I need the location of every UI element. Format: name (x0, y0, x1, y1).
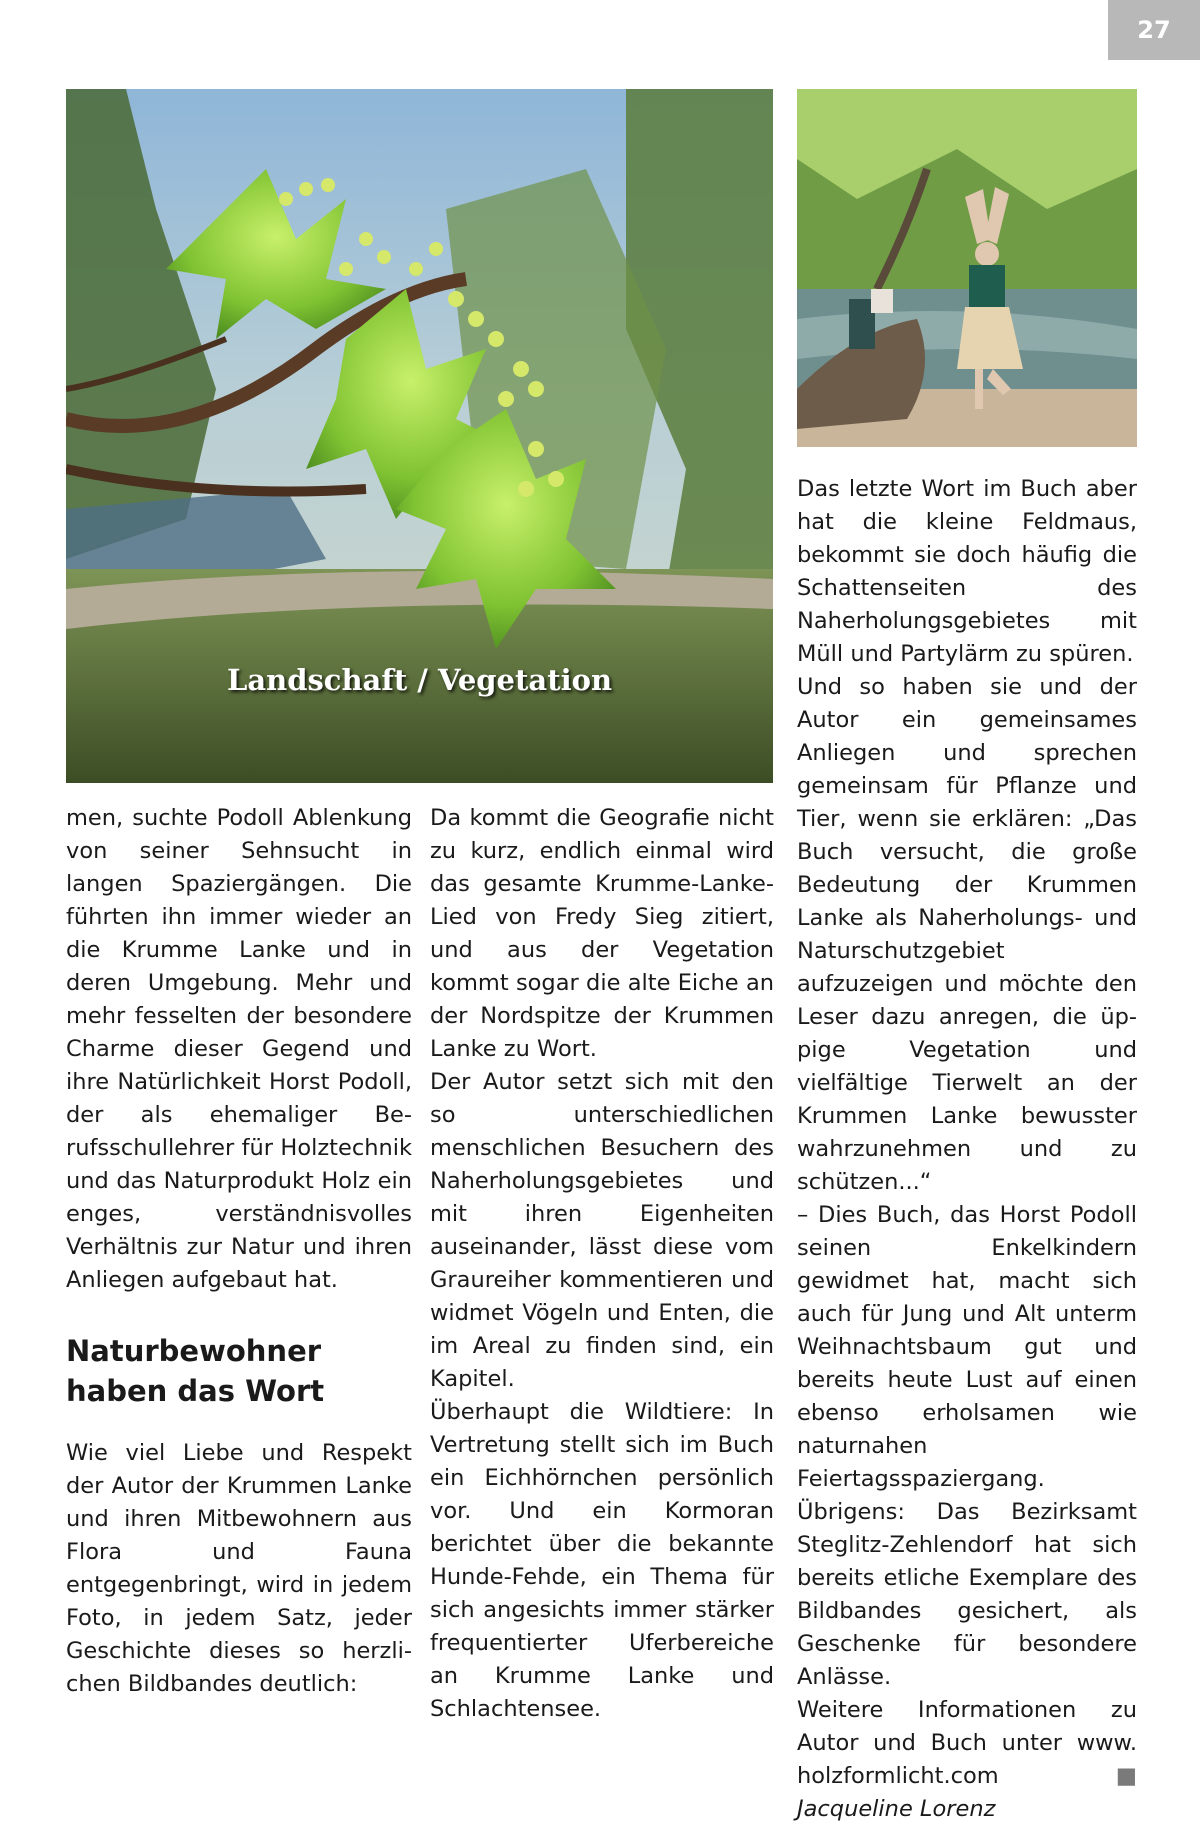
paragraph: men, suchte Podoll Ablenkung von seiner Sehnsucht in langen Spaziergängen. Die führten ihn immer wieder an die Krumme Lanke und in deren Umgebung. Mehr und mehr fesselten der besondere Charme dieser Gegend und ihre Natürlichkeit Horst Podoll, der als ehemaliger Berufsschullehrer für Holztechnik und das Naturprodukt Holz ein enges, verständnisvolles Verhältnis zur Natur und ihren Anliegen aufgebaut hat. (66, 805, 412, 1293)
paragraph: Und so haben sie und der Autor ein gemeinsames Anliegen und sprechen gemeinsam für Pflanze und Tier, wenn sie erklären: „Das Buch versucht, die große Bedeutung der Krummen Lanke als Naherholungs- und Naturschutzgebiet aufzuzeigen und möchte den Leser dazu anregen, die üppige Vegetation und vielfältige Tierwelt an der Krummen Lanke bewusster wahrzunehmen und zu schützen...“ (797, 674, 1137, 1195)
section-heading: Naturbewohner haben das Wort (66, 1334, 325, 1408)
end-mark-icon: ■ (1115, 1763, 1137, 1789)
page-number: 27 (1108, 0, 1200, 60)
paragraph-text: Weitere Informationen zu Autor und Buch unter www. holzformlicht.com (797, 1697, 1137, 1789)
paragraph: Übrigens: Das Bezirksamt Steglitz-Zehlendorf hat sich bereits etliche Exemplare des Bildbandes gesichert, als Geschenke für besondere Anlässe. (797, 1499, 1137, 1690)
paragraph: Das letzte Wort im Buch aber hat die kleine Feldmaus, bekommt sie doch häufig die Schattenseiten des Naherholungsgebietes mit Müll und Partylärm zu spüren. (797, 476, 1137, 667)
paragraph (797, 1694, 1137, 1793)
paragraph: Der Autor setzt sich mit den so unterschiedlichen menschlichen Besuchern des Naherholungsgebietes und mit ihren Eigenheiten auseinander, lässt diese vom Graureiher kommentieren und widmet Vögeln und Enten, die im Areal zu finden sind, ein Kapitel. (430, 1069, 774, 1392)
paragraph: Überhaupt die Wildtiere: In Vertretung stellt sich im Buch ein Eichhörnchen persönlich vor. Und ein Kormoran berichtet über die bekannte Hunde-Fehde, ein Thema für sich angesichts immer stärker frequentierter Uferbereiche an Krumme Lanke und Schlachtensee. (430, 1399, 774, 1722)
maple-branch-photo (66, 89, 773, 783)
yoga-by-lake-photo (797, 89, 1137, 447)
author-byline: Jacqueline Lorenz (797, 1796, 996, 1822)
photo-caption: Landschaft / Vegetation (226, 663, 613, 697)
paragraph: – Dies Buch, das Horst Podoll seinen Enkelkindern gewidmet hat, macht sich auch für Jung und Alt unterm Weihnachtsbaum gut und bereits heute Lust auf einen ebenso erholsamen wie naturnahen Feiertagsspaziergang. (797, 1202, 1137, 1492)
text-column-2 (430, 802, 774, 1726)
text-column-1 (66, 802, 412, 1701)
text-column-3 (797, 473, 1137, 1826)
paragraph: Wie viel Liebe und Respekt der Autor der Krummen Lanke und ihren Mitbewohnern aus Flora und Fauna entgegenbringt, wird in jedem Foto, in jedem Satz, jeder Geschichte dieses so herzlichen Bildbandes deutlich: (66, 1440, 412, 1697)
paragraph: Da kommt die Geografie nicht zu kurz, endlich einmal wird das gesamte Krumme-Lanke-Lied von Fredy Sieg zitiert, und aus der Vegetation kommt sogar die alte Eiche an der Nordspitze der Krummen Lanke zu Wort. (430, 805, 774, 1062)
